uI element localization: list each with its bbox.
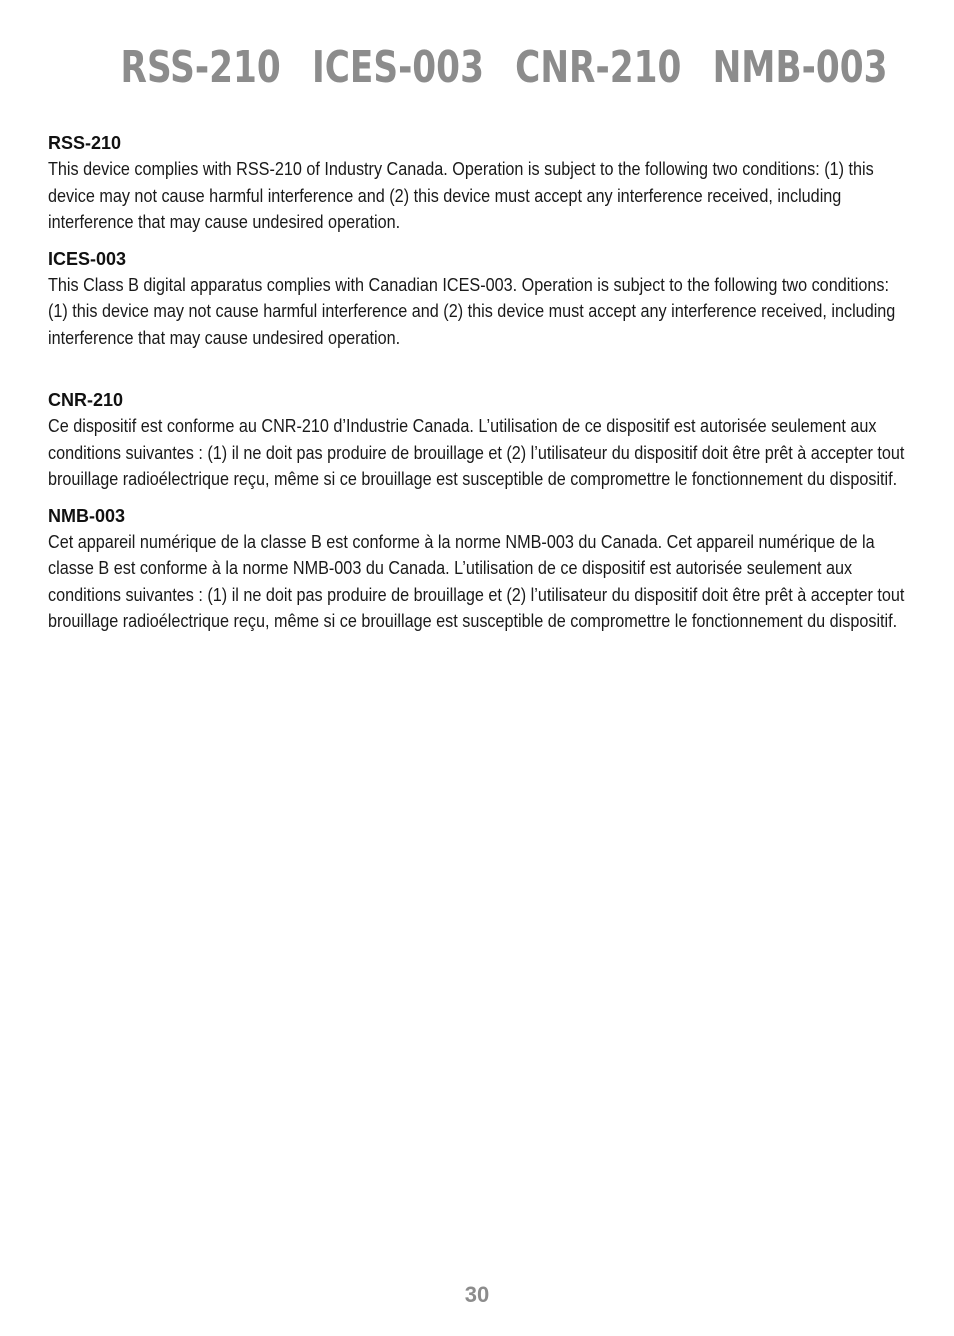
page-title-ices-003: ICES-003 (311, 42, 484, 93)
section-body: Ce dispositif est conforme au CNR-210 d’Industrie Canada. L’utilisation de ce dispositif est autorisée seulement aux conditions suivantes : (1) il ne doit pas produire de brouillage et (2) l’utilisateur du dispositif doit être prêt à accepter tout brouillage radioélectrique reçu, même si ce brouillage est susceptible de compromettre le fonctionnement du dispositif. (48, 416, 905, 489)
section-rss-210 (48, 130, 908, 236)
page-title-cnr-210: CNR-210 (515, 42, 682, 93)
section-heading: NMB-003 (48, 505, 126, 526)
page-title-nmb-003: NMB-003 (712, 42, 888, 93)
section-heading: ICES-003 (48, 248, 127, 269)
page-title-rss-210: RSS-210 (120, 42, 281, 93)
section-nmb-003 (48, 503, 908, 635)
section-cnr-210 (48, 387, 908, 493)
page-title (105, 38, 888, 98)
page-number: 30 (464, 1282, 490, 1307)
section-heading: CNR-210 (48, 390, 124, 410)
section-body: Cet appareil numérique de la classe B est conforme à la norme NMB-003 du Canada. Cet appareil numérique de la classe B est conforme à la norme NMB-003 du Canada. L’utilisation de ce dispositif est autorisée seulement aux conditions suivantes : (1) il ne doit pas produire de brouillage et (2) l’utilisateur du dispositif doit être prêt à accepter tout brouillage radioélectrique reçu, même si ce brouillage est susceptible de compromettre le fonctionnement du dispositif. (48, 531, 905, 631)
section-ices-003 (48, 246, 908, 352)
document-content (48, 130, 908, 635)
section-body: This Class B digital apparatus complies with Canadian ICES-003. Operation is subject to the following two conditions: (1) this device may not cause harmful interference and (2) this device must accept any interference received, including interference that may cause undesired operation. (48, 274, 896, 348)
section-heading: RSS-210 (48, 133, 122, 153)
section-body: This device complies with RSS-210 of Industry Canada. Operation is subject to the following two conditions: (1) this device may not cause harmful interference and (2) this device must accept any interference received, including interference that may cause undesired operation. (48, 159, 874, 232)
